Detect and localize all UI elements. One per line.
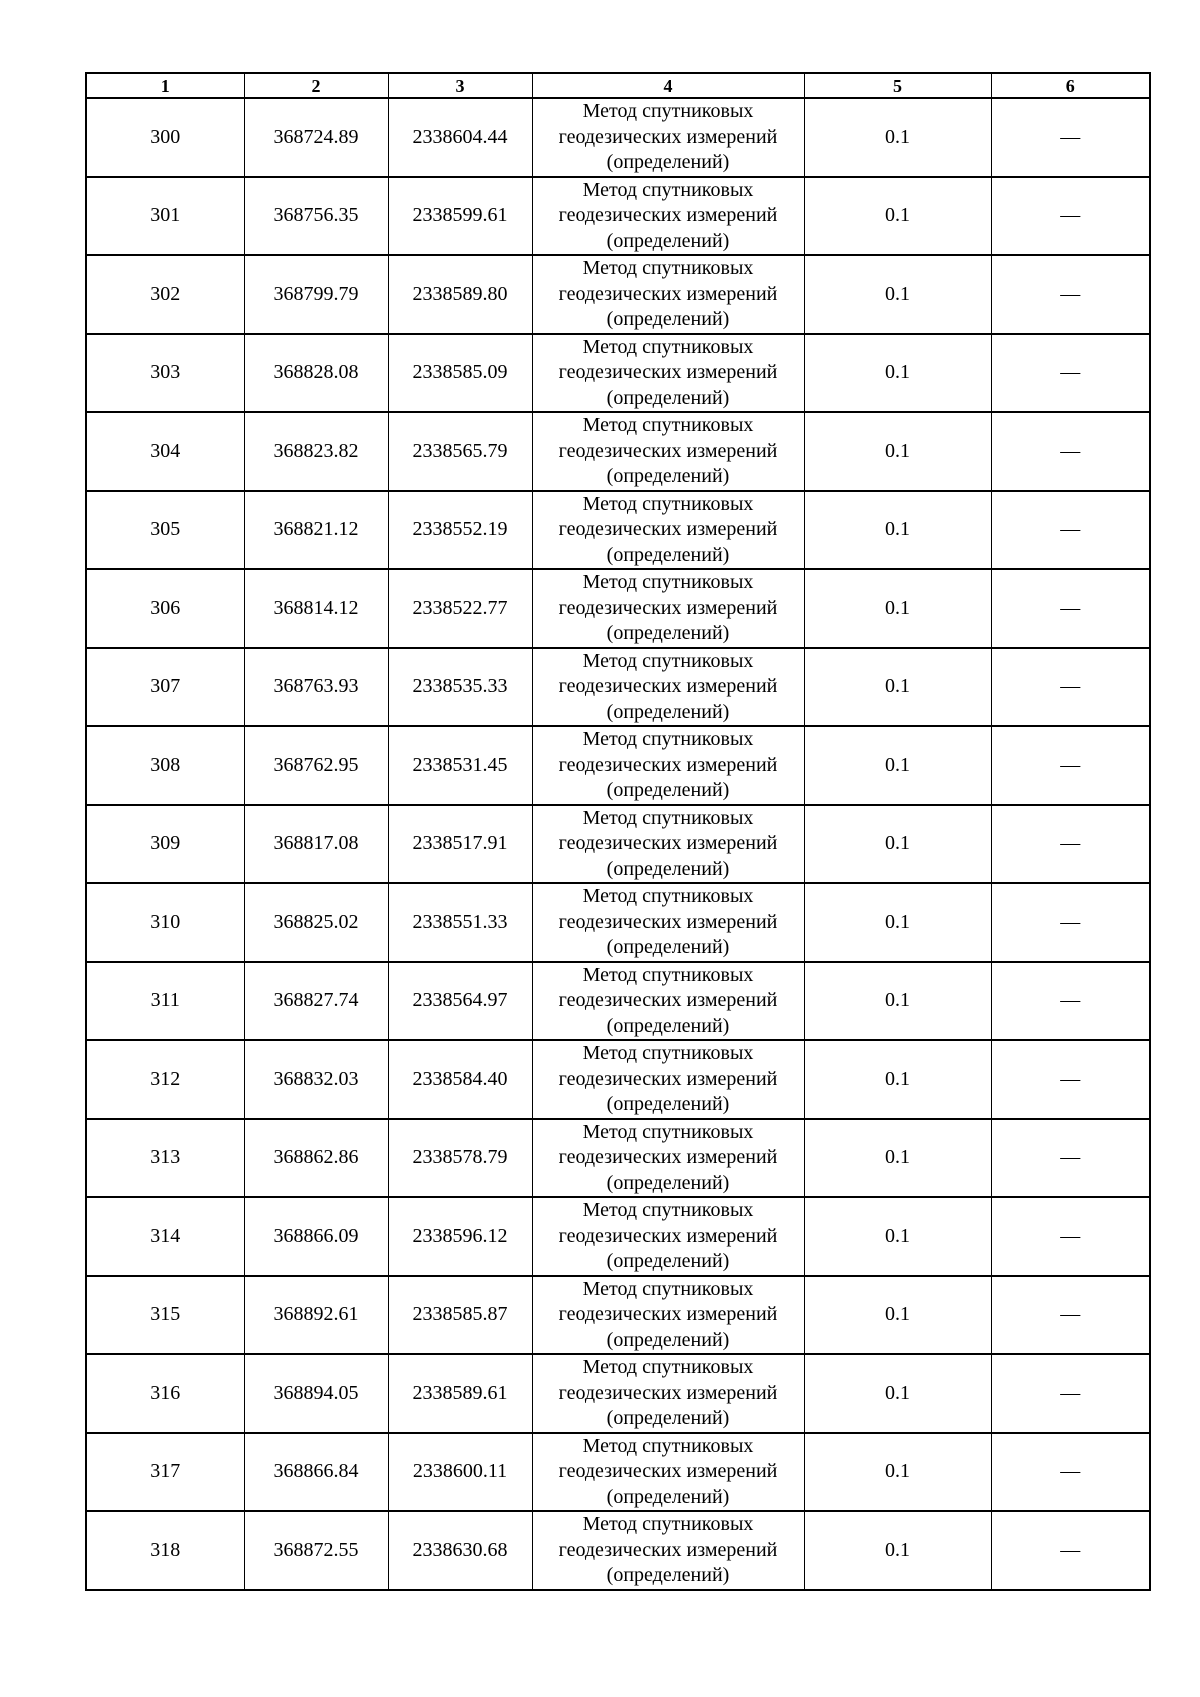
method-line: геодезических измерений <box>558 832 778 854</box>
accuracy-cell: 0.1 <box>804 805 991 884</box>
accuracy-cell: 0.1 <box>804 1354 991 1433</box>
note-cell: — <box>991 334 1150 413</box>
coordinate-x-cell: 368821.12 <box>244 491 388 570</box>
method-line: геодезических измерений <box>558 1146 778 1168</box>
coordinate-y-cell: 2338630.68 <box>388 1511 532 1590</box>
table-row <box>86 334 1150 413</box>
coordinate-y-cell: 2338551.33 <box>388 883 532 962</box>
coordinate-x-cell: 368814.12 <box>244 569 388 648</box>
method-line: геодезических измерений <box>558 1460 778 1482</box>
method-line: Метод спутниковых <box>582 1042 754 1064</box>
table-row <box>86 98 1150 177</box>
table-row <box>86 569 1150 648</box>
accuracy-cell: 0.1 <box>804 255 991 334</box>
method-line: (определений) <box>606 857 730 880</box>
point-number-cell: 315 <box>86 1276 244 1355</box>
method-line: Метод спутниковых <box>582 649 754 672</box>
coordinate-x-cell: 368724.89 <box>244 98 388 177</box>
coordinate-x-cell: 368866.84 <box>244 1433 388 1512</box>
method-line: геодезических измерений <box>558 282 778 305</box>
method-cell <box>532 805 804 884</box>
accuracy-cell: 0.1 <box>804 177 991 256</box>
accuracy-cell: 0.1 <box>804 1433 991 1512</box>
coordinate-x-cell: 368828.08 <box>244 334 388 413</box>
method-line: Метод спутниковых <box>582 1199 754 1221</box>
method-line: Метод спутниковых <box>582 492 754 515</box>
method-line: (определений) <box>606 779 730 801</box>
accuracy-cell: 0.1 <box>804 1197 991 1276</box>
method-line: геодезических измерений <box>558 753 778 776</box>
method-line: геодезических измерений <box>558 1224 778 1247</box>
note-cell: — <box>991 1040 1150 1119</box>
note-cell: — <box>991 491 1150 570</box>
table-row <box>86 883 1150 962</box>
header-row <box>86 73 1150 98</box>
coordinate-y-cell: 2338578.79 <box>388 1119 532 1198</box>
note-cell: — <box>991 1433 1150 1512</box>
point-number-cell: 300 <box>86 98 244 177</box>
method-line: геодезических измерений <box>558 518 778 540</box>
coordinate-x-cell: 368762.95 <box>244 726 388 805</box>
point-number-cell: 318 <box>86 1511 244 1590</box>
method-line: Метод спутниковых <box>582 178 754 201</box>
accuracy-cell: 0.1 <box>804 1040 991 1119</box>
table-row <box>86 412 1150 491</box>
point-number-cell: 310 <box>86 883 244 962</box>
coordinate-x-cell: 368872.55 <box>244 1511 388 1590</box>
method-line: геодезических измерений <box>558 989 778 1011</box>
coordinate-x-cell: 368894.05 <box>244 1354 388 1433</box>
point-number-cell: 306 <box>86 569 244 648</box>
method-line: Метод спутниковых <box>582 885 754 907</box>
table-row <box>86 1040 1150 1119</box>
table-row <box>86 648 1150 727</box>
column-header-3: 3 <box>388 73 532 98</box>
coordinate-x-cell: 368866.09 <box>244 1197 388 1276</box>
method-line: Метод спутниковых <box>582 100 754 122</box>
note-cell: — <box>991 1354 1150 1433</box>
accuracy-cell: 0.1 <box>804 491 991 570</box>
table-row <box>86 255 1150 334</box>
coordinate-y-cell: 2338585.09 <box>388 334 532 413</box>
table-row <box>86 726 1150 805</box>
coordinate-x-cell: 368817.08 <box>244 805 388 884</box>
method-cell <box>532 1197 804 1276</box>
table-row <box>86 1354 1150 1433</box>
method-cell <box>532 1433 804 1512</box>
coordinate-y-cell: 2338589.80 <box>388 255 532 334</box>
point-number-cell: 309 <box>86 805 244 884</box>
method-cell <box>532 883 804 962</box>
coordinate-y-cell: 2338585.87 <box>388 1276 532 1355</box>
method-line: (определений) <box>606 1328 730 1351</box>
method-cell <box>532 255 804 334</box>
method-cell <box>532 1119 804 1198</box>
point-number-cell: 307 <box>86 648 244 727</box>
method-line: Метод спутниковых <box>582 963 754 986</box>
method-line: (определений) <box>606 1171 730 1194</box>
point-number-cell: 313 <box>86 1119 244 1198</box>
coordinate-x-cell: 368825.02 <box>244 883 388 962</box>
coordinate-x-cell: 368799.79 <box>244 255 388 334</box>
column-header-2: 2 <box>244 73 388 98</box>
method-line: геодезических измерений <box>558 1067 778 1090</box>
method-cell <box>532 726 804 805</box>
method-line: (определений) <box>606 622 730 644</box>
method-cell <box>532 962 804 1041</box>
note-cell: — <box>991 883 1150 962</box>
coordinate-y-cell: 2338600.11 <box>388 1433 532 1512</box>
method-cell <box>532 569 804 648</box>
point-number-cell: 304 <box>86 412 244 491</box>
note-cell: — <box>991 412 1150 491</box>
coordinate-y-cell: 2338596.12 <box>388 1197 532 1276</box>
coordinate-y-cell: 2338599.61 <box>388 177 532 256</box>
method-line: (определений) <box>606 936 730 958</box>
method-line: (определений) <box>606 386 730 409</box>
method-line: геодезических измерений <box>558 204 778 226</box>
coordinate-y-cell: 2338522.77 <box>388 569 532 648</box>
method-line: геодезических измерений <box>558 1381 778 1404</box>
note-cell: — <box>991 648 1150 727</box>
table-row <box>86 962 1150 1041</box>
table-row <box>86 491 1150 570</box>
method-line: (определений) <box>606 1407 730 1429</box>
coordinate-y-cell: 2338517.91 <box>388 805 532 884</box>
coordinate-y-cell: 2338552.19 <box>388 491 532 570</box>
method-line: (определений) <box>606 1093 730 1115</box>
method-line: геодезических измерений <box>558 361 778 383</box>
note-cell: — <box>991 1511 1150 1590</box>
table-row <box>86 1119 1150 1198</box>
method-cell <box>532 1354 804 1433</box>
note-cell: — <box>991 805 1150 884</box>
method-line: Метод спутниковых <box>582 806 754 829</box>
method-line: геодезических измерений <box>558 439 778 462</box>
point-number-cell: 302 <box>86 255 244 334</box>
accuracy-cell: 0.1 <box>804 1276 991 1355</box>
accuracy-cell: 0.1 <box>804 334 991 413</box>
coordinate-y-cell: 2338535.33 <box>388 648 532 727</box>
table-row <box>86 805 1150 884</box>
accuracy-cell: 0.1 <box>804 1511 991 1590</box>
method-line: геодезических измерений <box>558 1538 778 1561</box>
coordinate-y-cell: 2338584.40 <box>388 1040 532 1119</box>
note-cell: — <box>991 962 1150 1041</box>
coordinate-x-cell: 368823.82 <box>244 412 388 491</box>
coordinate-y-cell: 2338604.44 <box>388 98 532 177</box>
accuracy-cell: 0.1 <box>804 1119 991 1198</box>
point-number-cell: 317 <box>86 1433 244 1512</box>
note-cell: — <box>991 177 1150 256</box>
note-cell: — <box>991 1276 1150 1355</box>
note-cell: — <box>991 569 1150 648</box>
method-line: Метод спутниковых <box>582 1120 754 1143</box>
point-number-cell: 311 <box>86 962 244 1041</box>
method-line: (определений) <box>606 1250 730 1272</box>
method-line: (определений) <box>606 1014 730 1037</box>
method-line: геодезических измерений <box>558 910 778 933</box>
method-line: (определений) <box>606 700 730 723</box>
method-cell <box>532 648 804 727</box>
accuracy-cell: 0.1 <box>804 569 991 648</box>
method-cell <box>532 1511 804 1590</box>
point-number-cell: 316 <box>86 1354 244 1433</box>
coordinate-x-cell: 368827.74 <box>244 962 388 1041</box>
method-line: Метод спутниковых <box>582 1434 754 1457</box>
coordinates-table <box>85 72 1151 1591</box>
coordinate-y-cell: 2338564.97 <box>388 962 532 1041</box>
note-cell: — <box>991 726 1150 805</box>
table-row <box>86 1197 1150 1276</box>
method-line: (определений) <box>606 465 730 487</box>
coordinate-x-cell: 368832.03 <box>244 1040 388 1119</box>
point-number-cell: 303 <box>86 334 244 413</box>
method-line: (определений) <box>606 543 730 566</box>
coordinate-x-cell: 368892.61 <box>244 1276 388 1355</box>
accuracy-cell: 0.1 <box>804 962 991 1041</box>
method-line: Метод спутниковых <box>582 1277 754 1300</box>
point-number-cell: 301 <box>86 177 244 256</box>
note-cell: — <box>991 1119 1150 1198</box>
column-header-1: 1 <box>86 73 244 98</box>
method-cell <box>532 1040 804 1119</box>
method-line: геодезических измерений <box>558 125 778 148</box>
coordinate-y-cell: 2338589.61 <box>388 1354 532 1433</box>
method-cell <box>532 491 804 570</box>
method-line: (определений) <box>606 1564 730 1586</box>
method-line: геодезических измерений <box>558 596 778 619</box>
method-line: (определений) <box>606 1485 730 1508</box>
method-line: Метод спутниковых <box>582 414 754 436</box>
accuracy-cell: 0.1 <box>804 648 991 727</box>
method-line: Метод спутниковых <box>582 257 754 279</box>
point-number-cell: 305 <box>86 491 244 570</box>
accuracy-cell: 0.1 <box>804 883 991 962</box>
point-number-cell: 308 <box>86 726 244 805</box>
accuracy-cell: 0.1 <box>804 98 991 177</box>
table-row <box>86 1511 1150 1590</box>
coordinate-y-cell: 2338531.45 <box>388 726 532 805</box>
table-row <box>86 177 1150 256</box>
coordinate-x-cell: 368862.86 <box>244 1119 388 1198</box>
method-line: геодезических измерений <box>558 675 778 697</box>
method-line: (определений) <box>606 308 730 330</box>
table-row <box>86 1276 1150 1355</box>
coordinate-x-cell: 368756.35 <box>244 177 388 256</box>
note-cell: — <box>991 98 1150 177</box>
accuracy-cell: 0.1 <box>804 726 991 805</box>
column-header-5: 5 <box>804 73 991 98</box>
method-line: Метод спутниковых <box>582 571 754 593</box>
method-cell <box>532 412 804 491</box>
coordinate-x-cell: 368763.93 <box>244 648 388 727</box>
method-cell <box>532 98 804 177</box>
note-cell: — <box>991 255 1150 334</box>
column-header-6: 6 <box>991 73 1150 98</box>
coordinate-y-cell: 2338565.79 <box>388 412 532 491</box>
point-number-cell: 312 <box>86 1040 244 1119</box>
note-cell: — <box>991 1197 1150 1276</box>
point-number-cell: 314 <box>86 1197 244 1276</box>
method-line: Метод спутниковых <box>582 1513 754 1535</box>
method-line: геодезических измерений <box>558 1303 778 1325</box>
method-line: (определений) <box>606 229 730 252</box>
method-line: (определений) <box>606 151 730 173</box>
method-line: Метод спутниковых <box>582 1356 754 1378</box>
method-cell <box>532 334 804 413</box>
method-line: Метод спутниковых <box>582 728 754 750</box>
method-cell <box>532 1276 804 1355</box>
accuracy-cell: 0.1 <box>804 412 991 491</box>
table-body <box>86 98 1150 1590</box>
table-header <box>86 73 1150 98</box>
table-row <box>86 1433 1150 1512</box>
column-header-4: 4 <box>532 73 804 98</box>
method-cell <box>532 177 804 256</box>
method-line: Метод спутниковых <box>582 335 754 358</box>
